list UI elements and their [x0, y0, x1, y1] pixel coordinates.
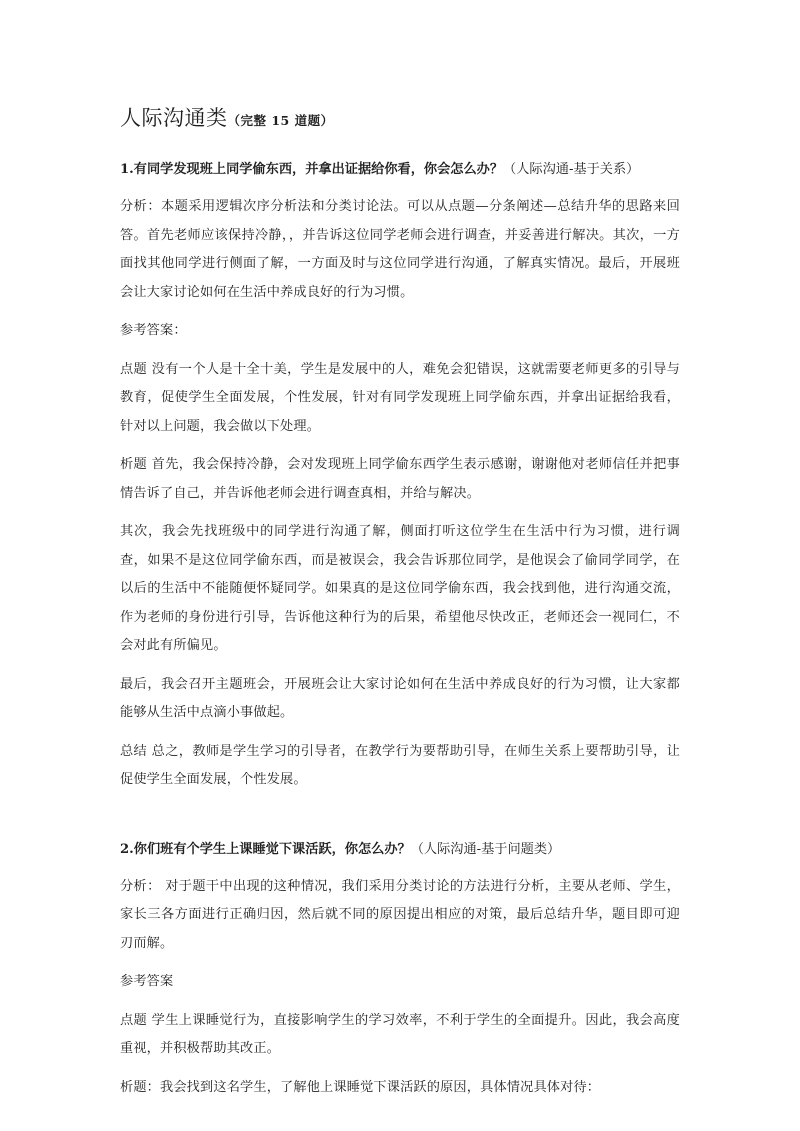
question-category-tag: （人际沟通-基于问题类）	[410, 841, 561, 857]
section-subtitle: （完整 15 道题）	[227, 113, 334, 128]
answer-summary-paragraph: 总结 总之，教师是学生学习的引导者，在教学行为要帮助引导，在师生关系上要帮助引导，让促使学生全面发展，个性发展。	[120, 743, 680, 787]
answer-intro-paragraph: 点题 没有一个人是十全十美，学生是发展中的人，难免会犯错误，这就需要老师更多的引导与教育，促使学生全面发展，个性发展，针对有同学发现班上同学偷东西，并拿出证据给我看，针对以上问题，我会做以下处理。	[120, 361, 680, 434]
analysis-paragraph: 分析：本题采用逻辑次序分析法和分类讨论法。可以从点题—分条阐述—总结升华的思路来回答。首先老师应该保持冷静，，并告诉这位同学老师会进行调查，并妥善进行解决。其次，一方面找其他同学进行侧面了解，一方面及时与这位同学进行沟通，了解真实情况。最后，开展班会让大家讨论如何在生活中养成良好的行为习惯。	[120, 199, 680, 300]
question-category-tag: （人际沟通-基于关系）	[503, 162, 640, 177]
reference-answer-label: 参考答案	[120, 974, 174, 989]
analysis-paragraph: 分析： 对于题干中出现的这种情况，我们采用分类讨论的方法进行分析，主要从老师、学生，家长三各方面进行正确归因，然后就不同的原因提出相应的对策，最后总结升华，题目即可迎刃而解。	[120, 878, 680, 951]
question-heading-text: 2.你们班有个学生上课睡觉下课活跃，你怎么办？	[120, 841, 411, 857]
answer-intro-paragraph: 点题 学生上课睡觉行为，直接影响学生的学习效率，不利于学生的全面提升。因此，我会高度重视，并积极帮助其改正。	[120, 1012, 680, 1056]
question-heading-text: 1.有同学发现班上同学偷东西，并拿出证据给你看，你会怎么办？	[120, 162, 504, 177]
answer-first-step-paragraph: 析题 首先，我会保持冷静，会对发现班上同学偷东西学生表示感谢，谢谢他对老师信任并把事情告诉了自己，并告诉他老师会进行调查真相，并给与解决。	[120, 457, 680, 501]
question-heading	[120, 159, 680, 181]
reference-answer-label: 参考答案：	[120, 323, 187, 338]
answer-first-step-paragraph: 析题：我会找到这名学生，了解他上课睡觉下课活跃的原因，具体情况具体对待：	[120, 1079, 601, 1095]
question-2	[120, 839, 680, 1103]
question-heading	[120, 839, 680, 861]
section-title-text: 人际沟通类	[120, 106, 228, 130]
answer-second-step-paragraph: 其次，我会先找班级中的同学进行沟通了解，侧面打听这位学生在生活中行为习惯，进行调查，如果不是这位同学偷东西，而是被误会，我会告诉那位同学，是他误会了偷同学同学，在以后的生活中不能随便怀疑同学。如果真的是这位同学偷东西，我会找到他，进行沟通交流，作为老师的身份进行引导，告诉他这种行为的后果，希望他尽快改正，老师还会一视同仁，不会对此有所偏见。	[120, 524, 680, 653]
question-1	[120, 159, 680, 795]
section-spacer	[120, 805, 680, 839]
document-content	[120, 106, 680, 1112]
section-title	[120, 106, 680, 133]
answer-final-step-paragraph: 最后，我会召开主题班会，开展班会让大家讨论如何在生活中养成良好的行为习惯，让大家都能够从生活中点滴小事做起。	[120, 676, 680, 720]
